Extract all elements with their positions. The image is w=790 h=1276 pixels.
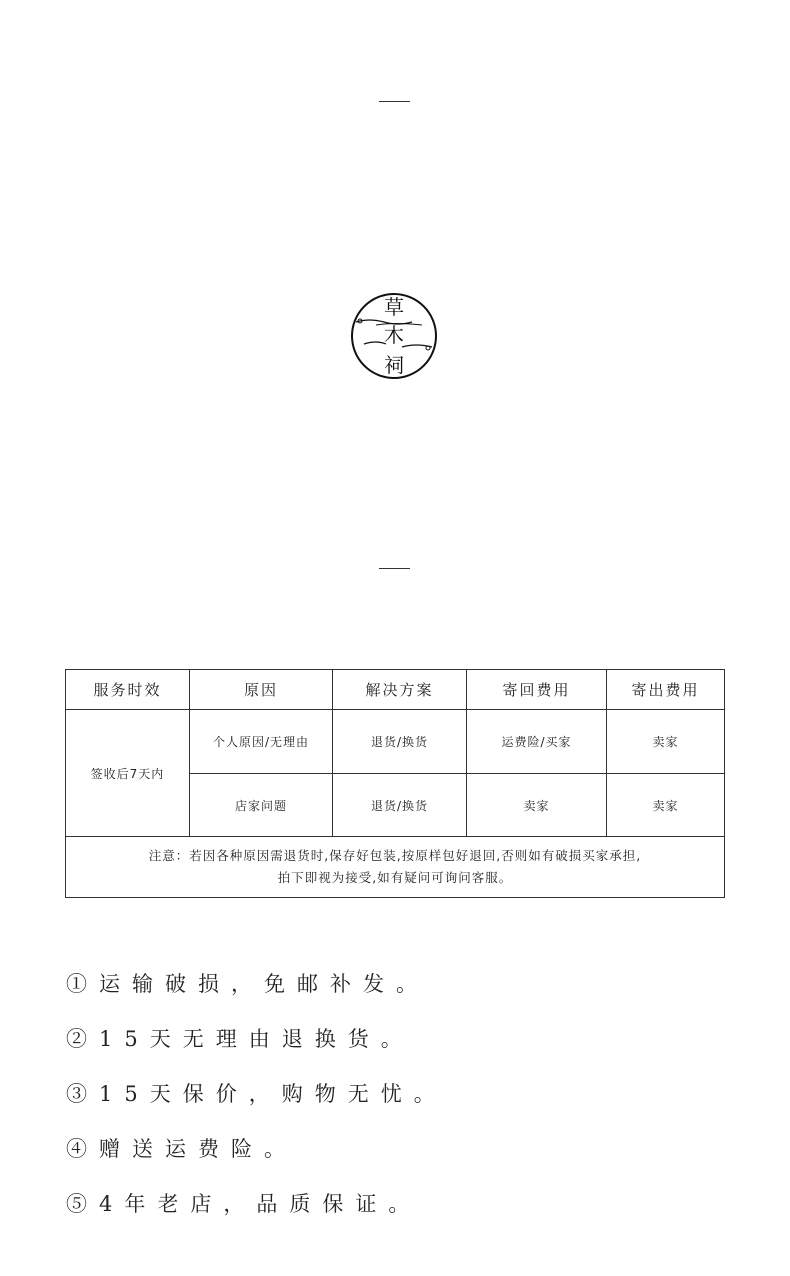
header-return-fee: 寄回费用	[467, 670, 607, 710]
note-line-2: 拍下即视为接受,如有疑问可询问客服。	[277, 870, 513, 885]
header-solution: 解决方案	[333, 670, 467, 710]
note-line-1: 注意：若因各种原因需退货时,保存好包装,按原样包好退回,否则如有破损买家承担,	[148, 848, 642, 863]
header-reason: 原因	[190, 670, 333, 710]
solution-cell: 退货/换货	[333, 774, 467, 837]
note-cell	[66, 837, 725, 898]
table-row	[66, 710, 725, 774]
logo-char-3: 祠	[384, 353, 404, 377]
after-sales-service-table	[65, 669, 725, 898]
list-item: ⑤4年老店，品质保证。	[66, 1192, 422, 1216]
brand-seal-logo	[350, 292, 438, 380]
list-item: ④赠送运费险。	[66, 1137, 297, 1161]
table-header-row	[66, 670, 725, 710]
top-divider	[379, 101, 410, 102]
list-item: ③15天保价，购物无忧。	[66, 1082, 447, 1106]
ship-fee-cell: 卖家	[607, 710, 725, 774]
ship-fee-cell: 卖家	[607, 774, 725, 837]
service-promise-list	[66, 964, 766, 1239]
solution-cell: 退货/换货	[333, 710, 467, 774]
reason-cell: 店家问题	[190, 774, 333, 837]
period-cell: 签收后7天内	[66, 710, 190, 837]
return-fee-cell: 运费险/买家	[467, 710, 607, 774]
logo-char-1: 草	[384, 295, 404, 319]
return-fee-cell: 卖家	[467, 774, 607, 837]
logo-char-2: 木	[384, 323, 404, 347]
table-note-row	[66, 837, 725, 898]
bottom-divider	[379, 568, 410, 569]
list-item: ②15天无理由退换货。	[66, 1027, 414, 1051]
header-period: 服务时效	[66, 670, 190, 710]
list-item: ①运输破损，免邮补发。	[66, 972, 429, 996]
reason-cell: 个人原因/无理由	[190, 710, 333, 774]
header-ship-fee: 寄出费用	[607, 670, 725, 710]
